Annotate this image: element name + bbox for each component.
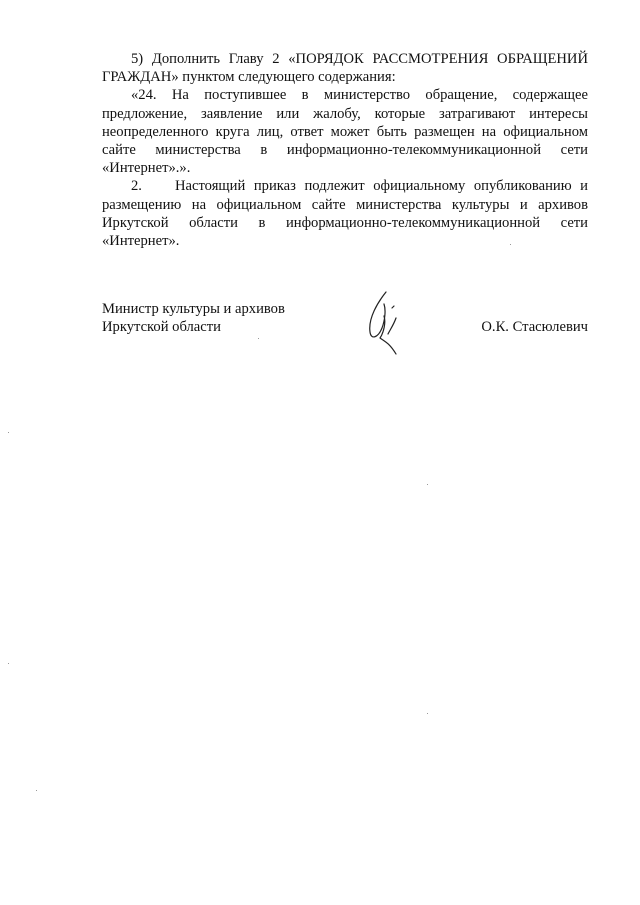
paragraph-text: «24. На поступившее в министерство обращение, содержащее предложение, заявление или жалобу, которые затрагивают интересы неопределенного круга лиц, ответ может быть размещен на официальном сайте министерства в информационно-телекоммуникационной сети «Интернет».». [102,87,588,177]
signer-name: О.К. Стасюлевич [481,319,588,336]
scan-speck [510,244,511,245]
paragraph-publication [102,177,588,250]
paragraph-number: 2. [131,178,142,195]
paragraph-text: Настоящий приказ подлежит официальному опубликованию и размещению на официальном сайте министерства культуры и архивов Иркутской области в информационно-телекоммуникационной сети «Интернет». [102,178,588,250]
scan-speck [258,338,259,339]
signer-title-line2: Иркутской области [102,319,221,336]
paragraph-item-24 [102,86,588,177]
handwritten-signature [360,288,420,358]
paragraph-text: 5) Дополнить Главу 2 «ПОРЯДОК РАССМОТРЕНИЯ ОБРАЩЕНИЙ ГРАЖДАН» пунктом следующего содержания: [102,51,588,86]
scan-speck [427,713,428,714]
signer-title-line1: Министр культуры и архивов [102,301,285,317]
document-body [102,50,588,250]
signature-block [102,300,588,336]
paragraph-amendment-intro [102,50,588,86]
scan-speck [36,790,37,791]
scan-speck [8,432,9,433]
scan-speck [427,484,428,485]
scan-speck [8,663,9,664]
